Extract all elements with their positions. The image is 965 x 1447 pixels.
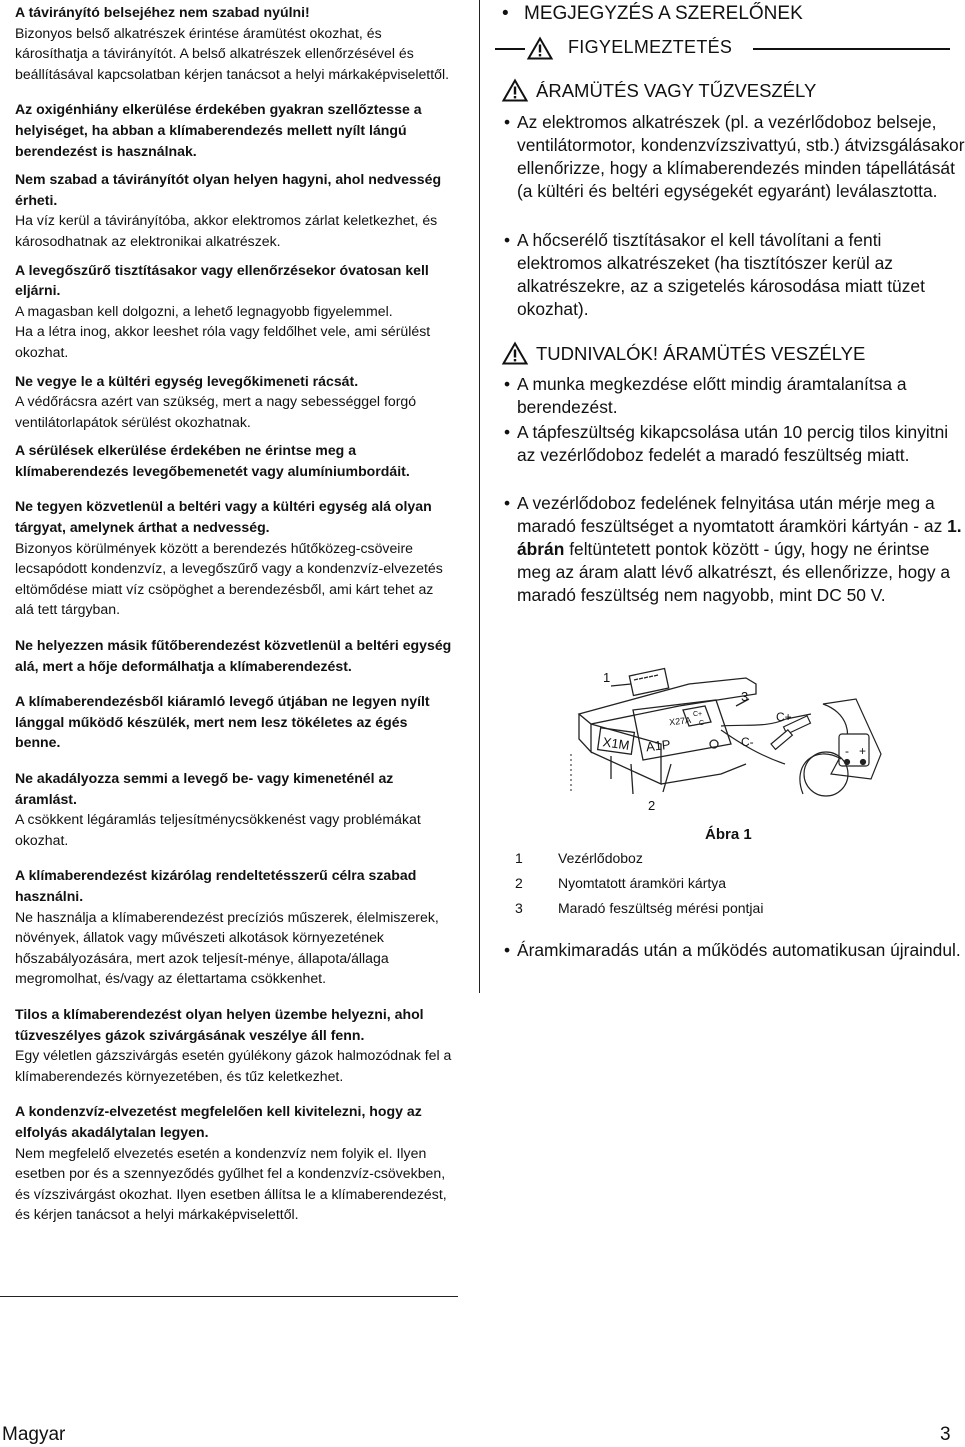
note-heading: Ne vegye le a kültéri egység levegőkimeneti rácsát. (15, 372, 359, 389)
bullet-icon: • (504, 940, 511, 960)
note-text: A védőrácsra azért van szükség, mert a nagy sebességgel forgó ventilátorlapátok sérülést okozhatnak. (15, 393, 417, 430)
list-item-text: Áramkimaradás után a működés automatikusan újraindul. (517, 940, 961, 960)
note-heading: Az oxigénhiány elkerülése érdekében gyakran szellőztesse a helyiséget, ha abban a klímaberendezés mellett nyílt lángú berendezést is használnak. (15, 101, 422, 159)
note-text: Nem megfelelő elvezetés esetén a kondenzvíz nem folyik el. Ilyen esetben por és a szennyeződés gyűlhet fel a kondenzvíz-csövekben, és vízszivárgást okozhat. Ilyen esetben állítsa le a klímaberendezést, és kérjen tanácsot a helyi márkaképviselettől. (15, 1144, 447, 1223)
open-flame-note (15, 691, 455, 753)
note-heading: Ne helyezzen másik fűtőberendezést közvetlenül a beltéri egység alá, mert a hője deformálhatja a klímaberendezést. (15, 637, 452, 674)
outlet-grille-note (15, 371, 455, 433)
board-minus-label: C- (699, 720, 707, 727)
note-text: Bizonyos körülmények között a berendezés hűtőközeg-csöveire lecsapódott kondenzvíz, a levegőszűrő vagy a kondenzvíz-elvezetés eltömődése miatt víz csöpöghet a berendezésből, ami kárt tehet az alá tett tárgyban. (15, 539, 443, 618)
note-text: Ha víz kerül a távirányítóba, akkor elektromos zárlat keletkezhet, és károsodhatnak az elektronikai alkatrészek. (15, 212, 438, 249)
list-item-text: feltüntetett pontok között - úgy, hogy ne érintse meg az áram alatt lévő alkatrészt, és ellenőrizze, hogy a maradó feszültség nem nagyobb, mint DC 50 V. (517, 539, 951, 605)
section-title: ÁRAMÜTÉS VAGY TŰZVESZÉLY (536, 80, 817, 101)
note-heading: A klímaberendezést kizárólag rendeltetésszerű célra szabad használni. (15, 867, 417, 904)
note-heading: Ne akadályozza semmi a levegő be- vagy kimeneténél az áramlást. (15, 770, 394, 807)
warning-triangle-icon (502, 342, 528, 365)
figure-caption: Ábra 1 (705, 826, 752, 843)
callout-2: 2 (648, 798, 656, 813)
probe-plus-label: C+ (776, 710, 792, 724)
list-item (504, 111, 965, 203)
list-item-text: Az elektromos alkatrészek (pl. a vezérlődoboz belseje, ventilátormotor, kondenzvízszivattyú, stb.) átvizsgálásakor ellenőrizze, hogy a klímaberendezés minden tápellátását (a kültéri és beltéri egységekét egyaránt) leválasztotta. (517, 112, 965, 201)
filter-cleaning-note (15, 260, 455, 363)
list-item (504, 229, 965, 321)
list-item (504, 421, 965, 467)
remote-internals-note (15, 2, 455, 84)
note-heading: Nem szabad a távirányítót olyan helyen hagyni, ahol nedvesség érheti. (15, 171, 442, 208)
warning-banner (495, 36, 950, 64)
drainage-note (15, 1101, 455, 1225)
note-heading: A sérülések elkerülése érdekében ne érintse meg a klímaberendezés levegőbemenetét vagy alumíniumbordáit. (15, 442, 410, 479)
list-item (504, 373, 965, 419)
note-text: A magasban kell dolgozni, a lehető legnagyobb figyelemmel. (15, 302, 393, 319)
note-heading: A klímaberendezésből kiáramló levegő útjában ne legyen nyílt lánggal működő készülék, mert nem lesz tökéletes az égés benne. (15, 693, 430, 751)
list-item-text: A tápfeszültség kikapcsolása után 10 percig tilos kinyitni az vezérlődoboz fedelét a maradó feszültség miatt. (517, 422, 949, 465)
left-column-end-rule (0, 1296, 458, 1297)
note-text: A csökkent légáramlás teljesítménycsökkenést vagy problémákat okozhat. (15, 811, 421, 848)
fins-note (15, 440, 455, 481)
list-item-text: A hőcserélő tisztításakor el kell távolítani a fenti elektromos alkatrészeket (ha tisztítószer kerül az alkatrészekre, az a szigetelés károsodása miatt tüzet okozhat). (517, 230, 925, 319)
installer-note-heading (502, 2, 803, 26)
moisture-note (15, 169, 455, 251)
legend-number: 2 (515, 875, 523, 891)
installer-note-title: MEGJEGYZÉS A SZERELŐNEK (524, 3, 803, 24)
warning-triangle-icon (527, 37, 553, 60)
legend-label: Nyomtatott áramköri kártya (558, 875, 727, 891)
bullet-icon: • (504, 422, 511, 442)
footer-language: Magyar (2, 1424, 66, 1445)
intended-use-note (15, 865, 455, 989)
ventilation-note (15, 99, 455, 161)
connector-label: X27A (668, 714, 692, 728)
column-divider (479, 0, 480, 993)
note-text: Bizonyos belső alkatrészek érintése áramütést okozhat, és károsíthatja a távirányítót. A belső alkatrészek ellenőrzésével és beállításával kapcsolatban kérjen tanácsot a helyi márkaképviselettől. (15, 24, 450, 82)
list-item (504, 492, 965, 607)
callout-1: 1 (603, 670, 611, 685)
warning-rule-left (495, 48, 525, 50)
objects-below-note (15, 496, 455, 620)
bullet-icon: • (504, 230, 511, 250)
meter-plus-label: + (859, 744, 867, 758)
note-heading: Ne tegyen közvetlenül a beltéri vagy a kültéri egység alá olyan tárgyat, amelynek árthat a nedvesség. (15, 498, 432, 536)
flammable-gas-note (15, 1004, 455, 1086)
note-heading: A kondenzvíz-elvezetést megfelelően kell kivitelezni, hogy az elfolyás akadálytalan legyen. (15, 1103, 422, 1140)
page-number: 3 (940, 1424, 951, 1445)
note-heading: A levegőszűrő tisztításakor vagy ellenőrzésekor óvatosan kell eljárni. (15, 261, 429, 299)
list-item-text: A munka megkezdése előtt mindig áramtalanítsa a berendezést. (517, 374, 907, 417)
note-text: Ne használja a klímaberendezést precíziós műszerek, élelmiszerek, növények, állatok vagy művészeti alkotások környezetének hőszabályozására, mert azok teljesít-ménye, állapota/állaga megromolhat, és/vagy az élettartama csökkenhet. (15, 908, 439, 987)
note-heading: A távirányító belsejéhez nem szabad nyúlni! (15, 4, 310, 20)
note-text: Egy véletlen gázszivárgás esetén gyúlékony gázok halmozódnak fel a klímaberendezés környezetében, és tűz keletkezhet. (15, 1047, 452, 1084)
legend-label: Maradó feszültség mérési pontjai (558, 900, 764, 916)
probe-minus-label: C- (741, 735, 754, 749)
probe-minus (771, 730, 792, 750)
board-plus-label: C+ (693, 711, 703, 718)
terminal-label: X1M (601, 734, 631, 753)
warning-label: FIGYELMEZTETÉS (568, 37, 733, 57)
note-text: Ha a létra inog, akkor leeshet róla vagy feldőlhet vele, ami sérülést okozhat. (15, 323, 431, 360)
left-column (15, 2, 455, 1233)
legend-label: Vezérlődoboz (558, 850, 643, 866)
heater-below-note (15, 635, 455, 676)
bullet-icon: • (504, 374, 511, 394)
airflow-note (15, 768, 455, 850)
warning-rule-right (753, 48, 950, 50)
note-heading: Tilos a klímaberendezést olyan helyen üzembe helyezni, ahol tűzveszélyes gázok szivárgásának veszélye áll fenn. (15, 1005, 424, 1043)
legend-number: 3 (515, 900, 523, 916)
legend-number: 1 (515, 850, 523, 866)
list-item (504, 939, 965, 962)
list-item-text: A vezérlődoboz fedelének felnyitása után mérje meg a maradó feszültséget a nyomtatott áramköri kártyán - az (517, 493, 948, 536)
bullet-icon: • (504, 112, 511, 132)
bullet-icon: • (502, 3, 509, 24)
figure-reference: 1. ábrán (517, 516, 962, 559)
warning-triangle-icon (502, 79, 528, 102)
pcb-label: A1P (645, 736, 672, 755)
pcb-callout-line (663, 764, 671, 792)
section-title: TUDNIVALÓK! ÁRAMÜTÉS VESZÉLYE (536, 343, 866, 364)
bullet-icon: • (504, 493, 511, 513)
callout-3: 3 (741, 689, 749, 704)
meter-minus-label: - (845, 744, 849, 758)
control-box-figure (571, 664, 911, 814)
meter-jack (861, 760, 866, 765)
